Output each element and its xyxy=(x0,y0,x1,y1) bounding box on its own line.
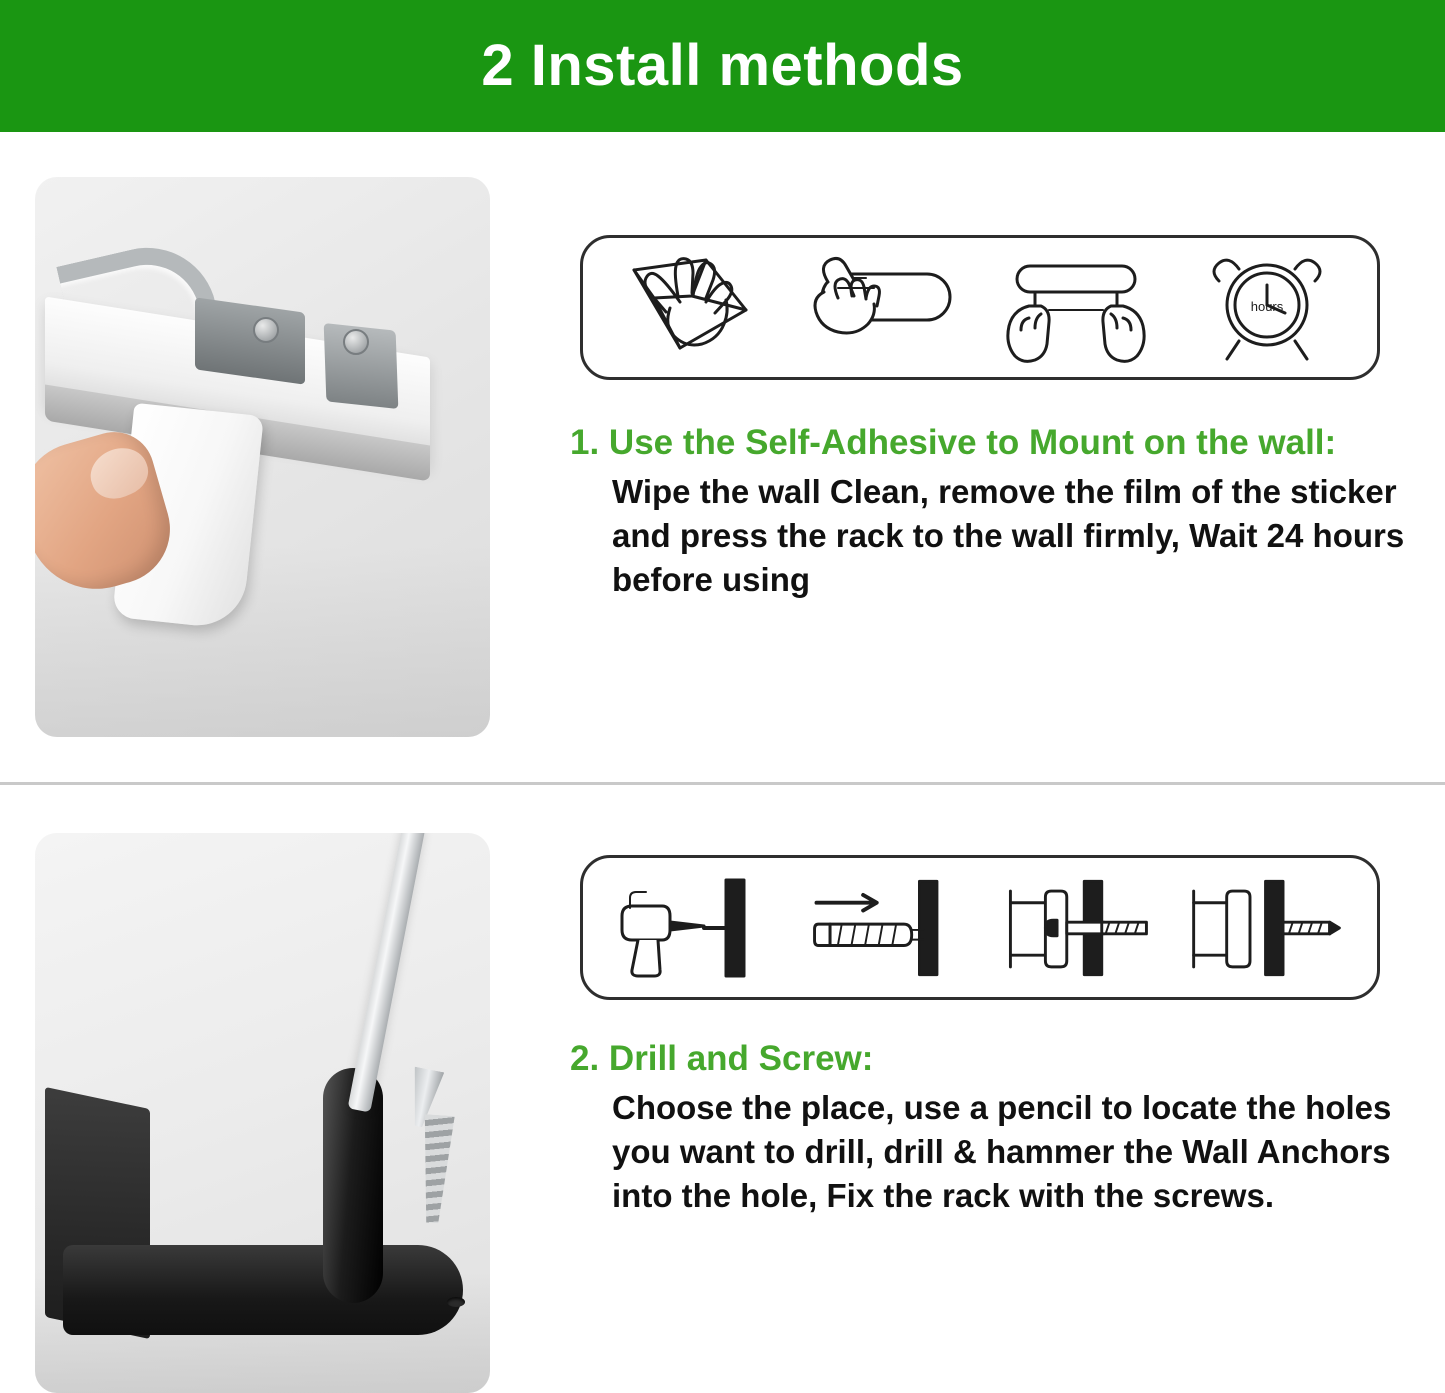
install-method-section-1 xyxy=(0,132,1445,782)
rack-bracket-shape xyxy=(195,297,305,384)
step-2-title: 2. Drill and Screw: xyxy=(570,1039,874,1078)
install-method-section-2 xyxy=(0,785,1445,1385)
self-adhesive-photo xyxy=(35,177,490,737)
insert-anchor-icon xyxy=(799,869,969,987)
peel-film-icon xyxy=(799,249,969,367)
step-1-title: 1. Use the Self-Adhesive to Mount on the wall: xyxy=(570,423,1337,462)
svg-text:hours: hours xyxy=(1250,298,1284,314)
text-column-2 xyxy=(500,833,1415,1385)
rack-screw-head-shape xyxy=(343,329,369,355)
page-title: 2 Install methods xyxy=(481,33,964,98)
mount-rack-icon xyxy=(991,869,1161,987)
rack-screw-head-shape xyxy=(253,317,279,343)
drill-and-screw-photo xyxy=(35,833,490,1393)
rack-base-plate-shape xyxy=(63,1245,463,1335)
photo-column-1 xyxy=(30,177,500,782)
screwdriver-shaft-shape xyxy=(348,833,426,1113)
page-header xyxy=(0,0,1445,132)
photo-column-2 xyxy=(30,833,500,1385)
step-1-body: Wipe the wall Clean, remove the film of the sticker and press the rack to the wall firmly, Wait 24 hours before using xyxy=(612,473,1405,598)
drill-hole-icon xyxy=(608,869,778,987)
text-column-1 xyxy=(500,177,1415,782)
wait-24-hours-icon xyxy=(1182,249,1352,367)
screw-shape xyxy=(417,1114,454,1224)
wipe-cloth-icon xyxy=(608,249,778,367)
mounting-hole-shape xyxy=(447,1297,465,1307)
icon-strip-wrapper-2 xyxy=(580,855,1415,1000)
step-2-body: Choose the place, use a pencil to locate the holes you want to drill, drill & hammer the Wall Anchors into the hole, Fix the rack with the screws. xyxy=(612,1089,1392,1214)
press-rack-icon xyxy=(991,249,1161,367)
icon-strip-wrapper-1 xyxy=(580,235,1415,380)
self-adhesive-icon-strip xyxy=(580,235,1380,380)
tighten-screw-icon xyxy=(1182,869,1352,987)
drill-and-screw-icon-strip xyxy=(580,855,1380,1000)
